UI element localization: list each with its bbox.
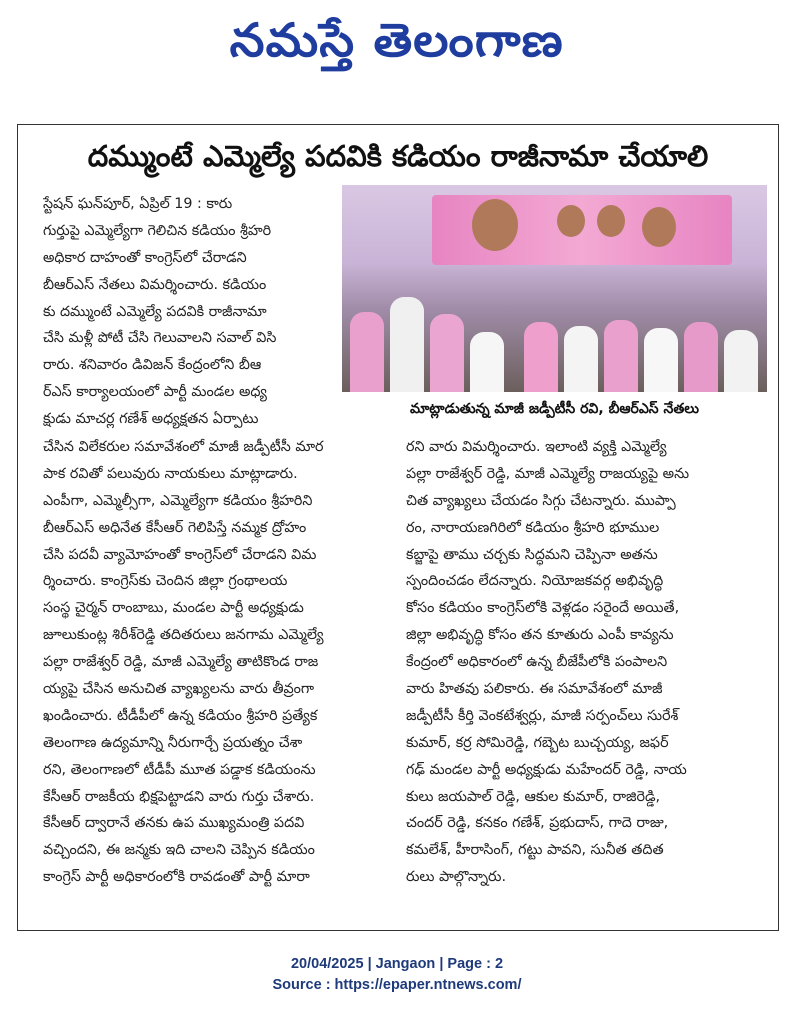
article-text-line: పాక రవితో పలువురు నాయకులు మాట్లాడారు. [43,465,298,482]
article-text-line: కబ్జాపై తాము చర్చకు సిద్ధమని చెప్పినా అతను [406,546,658,563]
article-text-line: వచ్చిందని, ఈ జన్మకు ఇది చాలని చెప్పిన కడియం [43,842,315,859]
article-text-line: కుమార్, కర్ర సోమిరెడ్డి, గబ్బెట బుచ్చయ్య, జఫర్ [406,734,669,751]
photo-person [390,297,424,392]
article-text-line: రని, తెలంగాణలో టీడీపీ మూత పడ్డాక కడియంను [43,761,316,778]
article-text-line: య్యపై చేసిన అనుచిత వ్యాఖ్యలను వారు తీవ్రంగా [43,681,315,698]
photo-person [470,332,504,392]
article-text-line: గఢ్ మండల పార్టీ అధ్యక్షుడు మహేందర్ రెడ్డి, నాయ [406,761,687,778]
photo-face [642,207,676,247]
article-text-line: స్పందించడం లేదన్నారు. నియోజకవర్గ అభివృద్ధి [406,573,664,590]
top-column [43,191,351,433]
article-text-line: చందర్ రెడ్డి, కనకం గణేశ్, ప్రభుదాస్, గాదె రాజు, [406,815,669,832]
article-text-line: కేంద్రంలో అధికారంలో ఉన్న బీజేపీలోకి పంపాలని [406,654,668,671]
right-column [406,434,766,891]
article-text-line: చేసిన విలేకరుల సమావేశంలో మాజీ జడ్పీటీసీ మార [43,439,324,455]
article-text-line: చేసి మళ్లీ పోటీ చేసి గెలువాలని సవాల్ విసి [43,330,277,347]
article-text-line: బీఆర్ఎస్ అధినేత కేసీఆర్ గెలిపిస్తే నమ్మక ద్రోహం [43,519,307,536]
article-text-line: అధికార దాహంతో కాంగ్రెస్‌లో చేరాడని [43,249,247,266]
article-text-line: రం, నారాయణగిరిలో కడియం శ్రీహరి భూముల [406,519,660,536]
article-text-line: ఖండించారు. టీడీపీలో ఉన్న కడియం శ్రీహరి ప్రత్యేక [43,707,318,724]
photo-person [350,312,384,392]
photo-person [430,314,464,392]
article-text-line: పల్లా రాజేశ్వర్ రెడ్డి, మాజీ ఎమ్మెల్యే రాజయ్యపై అను [406,465,690,482]
page-footer [0,954,794,996]
article-text-line: బీఆర్ఎస్ నేతలు విమర్శించారు. కడియం [43,276,267,293]
article-text-line: రారు. శనివారం డివిజన్ కేంద్రంలోని బీఆ [43,357,262,374]
article-text-line: చేసి పదవీ వ్యామోహంతో కాంగ్రెస్‌లో చేరాడని విమ [43,546,317,563]
photo-face [597,205,625,237]
article-text-line: ర్ఎస్ కార్యాలయంలో పార్టీ మండల అధ్య [43,384,267,401]
article-text-line: తెలంగాణ ఉద్యమాన్ని నీరుగార్చే ప్రయత్నం చేశా [43,734,303,751]
footer-source-line: Source : https://epaper.ntnews.com/ [272,977,522,993]
article-text-line: రులు పాల్గొన్నారు. [406,869,507,886]
article-text-line: కమలేశ్, హీరాసింగ్, గట్టు పావని, సునీత తదిత [406,842,664,859]
article-text-line: పల్లా రాజేశ్వర్ రెడ్డి, మాజీ ఎమ్మెల్యే తాటికొండ రాజ [43,654,319,671]
footer-date-line: 20/04/2025 | Jangaon | Page : 2 [290,956,504,972]
article-text-line: గుర్తుపై ఎమ్మెల్యేగా గెలిచిన కడియం శ్రీహరి [43,222,272,239]
article-text-line: జడ్పీటీసీ కీర్తి వెంకటేశ్వర్లు, మాజీ సర్పంచ్‌లు సురేశ్ [406,707,679,724]
article-text-line: జిల్లా అభివృద్ధి కోసం తన కూతురు ఎంపీ కావ్యను [406,627,674,644]
article-text-line: క్షుడు మాచర్ల గణేశ్ అధ్యక్షతన ఏర్పాటు [43,411,259,428]
photo-face [557,205,585,237]
article-text-line: కోసం కడియం కాంగ్రెస్‌లోకి వెళ్లడం సరైందే అయితే, [406,600,680,617]
article-text-line: వారు హితవు పలికారు. ఈ సమావేశంలో మాజీ [406,681,663,698]
article-text-line: కాంగ్రెస్ పార్టీ అధికారంలోకి రావడంతో పార్టీ మారా [43,869,310,886]
article-text-line: జూలుకుంట్ల శిరీశ్‌రెడ్డి తదితరులు జనగామ ఎమ్మెల్యే [43,627,324,644]
article-text-line: కులు జయపాల్ రెడ్డి, ఆకుల కుమార్, రాజిరెడ్డి, [406,788,661,805]
photo-person [524,322,558,392]
article-text-line: స్టేషన్ ఘన్‌పూర్, ఏప్రిల్ 19 : కారు [43,196,233,212]
article-text-line: ఎంపీగా, ఎమ్మెల్సీగా, ఎమ్మెల్యేగా కడియం శ్రీహరిని [43,492,313,509]
photo-person [644,328,678,392]
photo-person [684,322,718,392]
article-frame [17,124,779,931]
photo-person [604,320,638,392]
clipped-text-strip [30,96,730,108]
article-text-line: కేసీఆర్ ద్వారానే తనకు ఉప ముఖ్యమంత్రి పదవి [43,815,305,832]
article-text-line: చిత వ్యాఖ్యలు చేయడం సిగ్గు చేటన్నారు. ముప్పా [406,492,676,509]
masthead [0,6,794,78]
article-headline: దమ్ముంటే ఎమ్మెల్యే పదవికి కడియం రాజీనామా చేయాలి [87,139,709,173]
article-text-line: సంస్థ చైర్మన్ రాంబాబు, మండల పార్టీ అధ్యక్షుడు [43,600,304,617]
article-text-line: ర్శించారు. కాంగ్రెస్‌కు చెందిన జిల్లా గ్రంథాలయ [43,573,288,590]
newspaper-logo: నమస్తే తెలంగాణ [229,13,565,67]
photo-person [564,326,598,392]
left-column [43,434,398,891]
article-text-line: రని వారు విమర్శించారు. ఇలాంటి వ్యక్తి ఎమ్మెల్యే [406,439,667,455]
photo-caption: మాట్లాడుతున్న మాజీ జడ్పీటీసీ రవి, బీఆర్ఎస్ నేతలు [410,401,699,417]
photo-face [472,199,518,251]
article-text-line: కేసీఆర్ రాజకీయ భిక్షపెట్టాడని వారు గుర్తు చేశారు. [43,788,315,805]
photo-person [724,330,758,392]
article-text-line: కు దమ్ముంటే ఎమ్మెల్యే పదవికి రాజీనామా [43,303,267,320]
article-photo [342,185,767,392]
